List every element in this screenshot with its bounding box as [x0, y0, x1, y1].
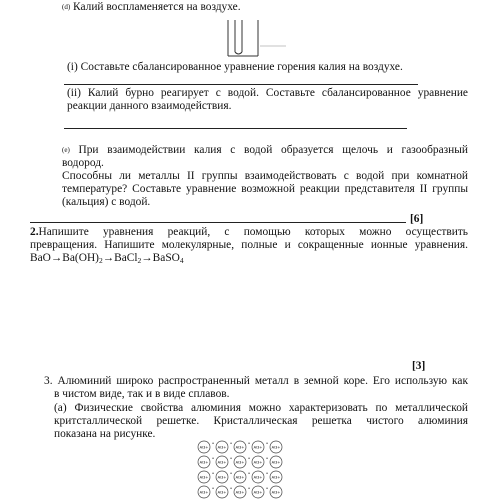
part-e-line5: (кальция) с водой. [62, 196, 151, 208]
ion-label: Al3+ [217, 475, 227, 480]
ion-label: Al3+ [271, 445, 281, 450]
ion-label: Al3+ [235, 490, 245, 495]
electron-mark: e [248, 456, 250, 460]
aluminium-ion [198, 471, 210, 483]
part-e-line4: температуре? Составьте уравнение возможной реакции представителя II группы [62, 183, 468, 195]
ion-label: Al3+ [271, 490, 281, 495]
answer-line-ii [64, 128, 407, 129]
aluminium-ion [234, 456, 246, 468]
chain-sub-1: 2 [98, 256, 103, 265]
aluminium-ion [234, 486, 246, 498]
tube-bottom [235, 52, 242, 54]
part-e-line2: водород. [62, 157, 104, 169]
electron-mark: e [248, 486, 250, 490]
part-e-text-1: При взаимодействии калия с водой образуется щелочь и газообразный [78, 144, 468, 156]
ion-label: Al3+ [199, 475, 209, 480]
part-e-line3: Способны ли металлы II группы взаимодействовать с водой при комнатной [62, 170, 468, 182]
mark-3: [3] [412, 360, 426, 372]
reaction-chain [30, 252, 184, 265]
aluminium-ion [216, 471, 228, 483]
electron-mark: e [266, 471, 268, 475]
electron-mark: e [212, 471, 214, 475]
ion-label: Al3+ [271, 460, 281, 465]
ion-label: Al3+ [217, 490, 227, 495]
aluminium-ion [234, 441, 246, 453]
part-d-label: (d) [62, 3, 71, 11]
question-2-number: 2. [30, 226, 39, 238]
ion-label: Al3+ [253, 475, 263, 480]
aluminium-ion [270, 441, 282, 453]
aluminium-ion [270, 456, 282, 468]
ion-label: Al3+ [235, 475, 245, 480]
aluminium-ion [252, 441, 264, 453]
ion-label: Al3+ [253, 460, 263, 465]
aluminium-ion [216, 456, 228, 468]
apparatus-figure [222, 18, 292, 58]
ion-label: Al3+ [253, 445, 263, 450]
electron-mark: e [212, 486, 214, 490]
aluminium-ion [198, 486, 210, 498]
question-3-line5: показана на рисунке. [54, 428, 156, 440]
question-3-line1: 3. Алюминий широко распространенный металл в земной коре. Его использую как [44, 375, 468, 387]
aluminium-ion [252, 471, 264, 483]
question-2-line1 [30, 226, 468, 239]
aluminium-ion [270, 486, 282, 498]
aluminium-ion [198, 456, 210, 468]
question-ii-line1: (ii) Калий бурно реагирует с водой. Составьте сбалансированное уравнение [67, 87, 468, 99]
electron-mark: e [212, 441, 214, 445]
question-2-text-1: Напишите уравнения реакций, с помощью которых можно осуществить [38, 226, 468, 238]
electron-mark: e [266, 456, 268, 460]
ion-label: Al3+ [217, 445, 227, 450]
aluminium-ion [252, 486, 264, 498]
chain-sub-3: 4 [179, 256, 184, 265]
ion-label: Al3+ [235, 460, 245, 465]
aluminium-ion [198, 441, 210, 453]
aluminium-ion [216, 486, 228, 498]
question-3-line3: (а) Физические свойства алюминия можно характеризовать по металлической [54, 402, 468, 414]
chain-part-3: →BaSO [141, 252, 180, 264]
question-2-line2: превращения. Напишите молекулярные, полные и сокращенные ионные уравнения. [30, 239, 468, 251]
aluminium-lattice-figure [196, 440, 291, 500]
electron-mark: e [248, 471, 250, 475]
chain-sub-2: 2 [137, 256, 142, 265]
part-d-text: Калий воспламеняется на воздухе. [73, 1, 241, 13]
ion-label: Al3+ [253, 490, 263, 495]
ion-label: Al3+ [199, 445, 209, 450]
ion-label: Al3+ [217, 460, 227, 465]
part-e-label: (e) [62, 146, 70, 154]
question-3-line4: критсталлической решетке. Кристаллическая решетка чистого алюминия [54, 415, 468, 427]
part-d-heading [62, 1, 241, 14]
ion-label: Al3+ [199, 460, 209, 465]
electron-mark: e [212, 456, 214, 460]
aluminium-ion [252, 456, 264, 468]
ion-label: Al3+ [199, 490, 209, 495]
ion-label: Al3+ [235, 445, 245, 450]
question-ii-line2: реакции данного взаимодействия. [67, 100, 232, 112]
aluminium-ion [216, 441, 228, 453]
electron-mark: e [230, 456, 232, 460]
chain-part-2: →BaCl [102, 252, 138, 264]
electron-mark: e [266, 441, 268, 445]
electron-mark: e [230, 441, 232, 445]
electron-mark: e [248, 441, 250, 445]
answer-line-e [30, 222, 406, 223]
part-e-line1 [62, 144, 468, 157]
chain-part-1: BaO→Ba(OH) [30, 252, 99, 264]
ion-label: Al3+ [271, 475, 281, 480]
answer-line-i [64, 84, 418, 85]
electron-mark: e [266, 486, 268, 490]
question-3-line2: в чистом виде, так и в виде сплавов. [54, 388, 230, 400]
electron-mark: e [230, 471, 232, 475]
aluminium-ion [234, 471, 246, 483]
aluminium-ion [270, 471, 282, 483]
question-i: (i) Составьте сбалансированное уравнение горения калия на воздухе. [67, 61, 403, 73]
electron-mark: e [230, 486, 232, 490]
mark-6: [6] [410, 213, 424, 225]
